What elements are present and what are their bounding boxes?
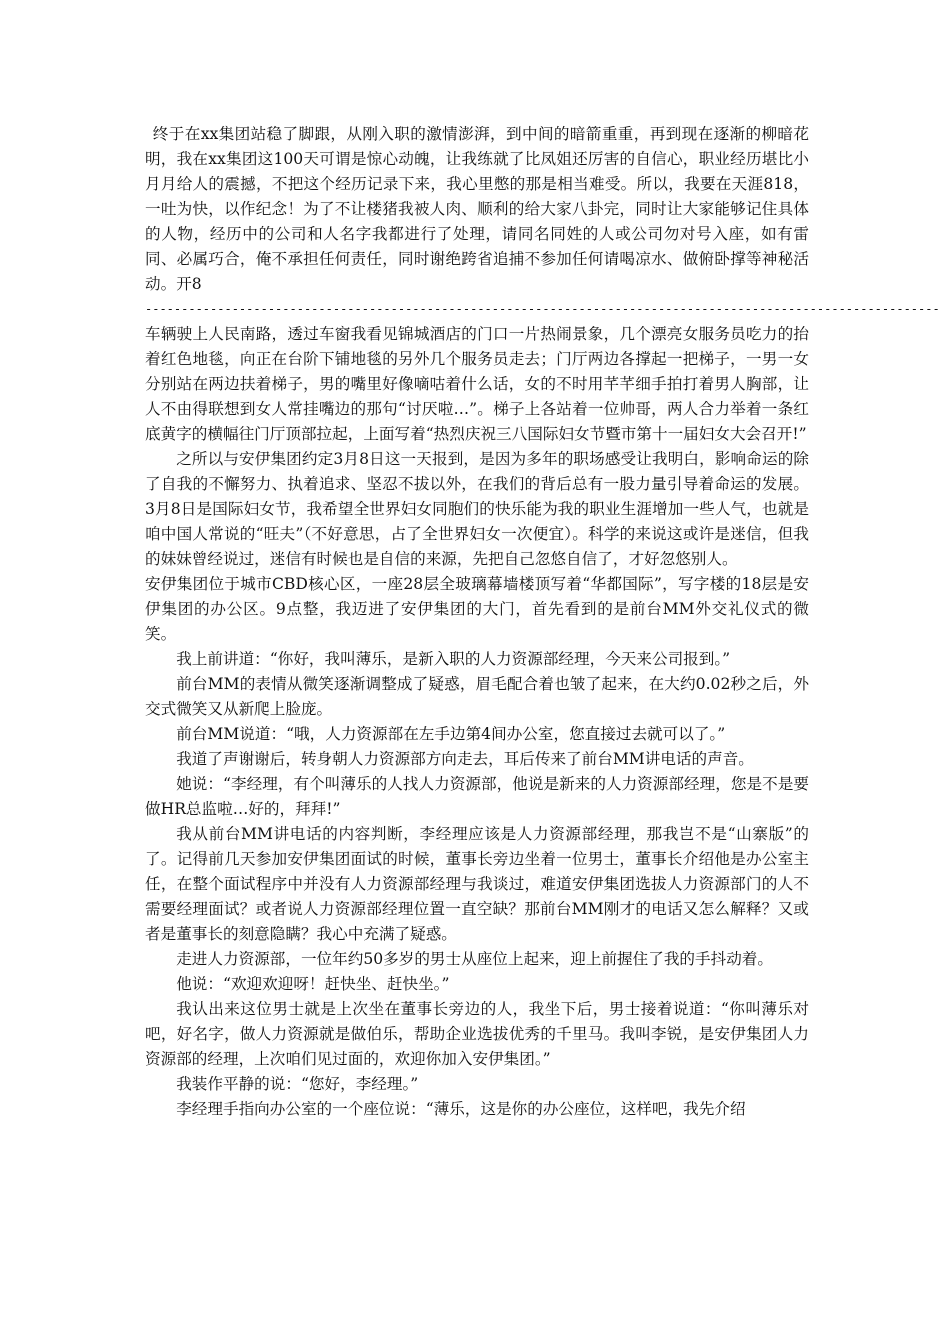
separator-line: -------------------------------------------------------------------------------------------------------------- [145, 302, 940, 316]
paragraph-enter-hr: 走进人力资源部，一位年约50多岁的男士从座位上起来，迎上前握住了我的手抖动着。 [176, 950, 773, 968]
paragraph-phone-call: 她说：“李经理，有个叫薄乐的人找人力资源部，他说是新来的人力资源部经理，您是不是要做HR总监啦…好的，拜拜!” [145, 775, 809, 818]
paragraph-street-scene: 车辆驶上人民南路，透过车窗我看见锦城酒店的门口一片热闹景象，几个漂亮女服务员吃力的抬着红色地毯，向正在台阶下铺地毯的另外几个服务员走去；门厅两边各撑起一把梯子，一男一女分别站在两边扶着梯子，男的嘴里好像嘀咕着什么话，女的不时用芊芊细手拍打着男人胸部，让人不由得联想到女人常挂嘴边的那句“讨厌啦…”。梯子上各站着一位帅哥，两人合力举着一条红底黄字的横幅往门厅顶部拉起，上面写着“热烈庆祝三八国际妇女节暨市第十一届妇女大会召开!” [145, 325, 809, 443]
paragraph-office-location: 安伊集团位于城市CBD核心区，一座28层全玻璃幕墙楼顶写着“华都国际”，写字楼的18层是安伊集团的办公区。9点整，我迈进了安伊集团的大门，首先看到的是前台MM外交礼仪式的微笑。 [145, 575, 809, 643]
paragraph-seat: 李经理手指向办公室的一个座位说：“薄乐，这是你的办公座位，这样吧，我先介绍 [176, 1100, 746, 1118]
paragraph-doubt: 我从前台MM讲电话的内容判断，李经理应该是人力资源部经理，那我岂不是“山寨版”的了。记得前几天参加安伊集团面试的时候，董事长旁边坐着一位男士，董事长介绍他是办公室主任，在整个面试程序中并没有人力资源部经理与我谈过，难道安伊集团选拔人力资源部门的人不需要经理面试？或者说人力资源部经理位置一直空缺？那前台MM刚才的电话又怎么解释？又或者是董事长的刻意隐瞒？我心中充满了疑惑。 [145, 825, 809, 943]
paragraph-thanks: 我道了声谢谢后，转身朝人力资源部方向走去，耳后传来了前台MM讲电话的声音。 [176, 750, 754, 768]
intro-paragraph: 终于在xx集团站稳了脚跟，从刚入职的激情澎湃，到中间的暗箭重重，再到现在逐渐的柳暗花明，我在xx集团这100天可谓是惊心动魄，让我练就了比凤姐还厉害的自信心，职业经历堪比小月月给人的震撼，不把这个经历记录下来，我心里憋的那是相当难受。所以，我要在天涯818，一吐为快，以作纪念！为了不让楼猪我被人肉、顺利的给大家八卦完，同时让大家能够记住具体的人物，经历中的公司和人名字我都进行了处理，请同名同姓的人或公司勿对号入座，如有雷同、必属巧合，俺不承担任何责任，同时谢绝跨省追捕不参加任何请喝凉水、做俯卧撑等神秘活动。开8 [145, 125, 809, 293]
paragraph-greeting: 我上前讲道：“你好，我叫薄乐，是新入职的人力资源部经理，今天来公司报到。” [176, 650, 731, 668]
paragraph-reply: 我装作平静的说：“您好，李经理。” [176, 1075, 419, 1093]
document-page [145, 122, 940, 1122]
paragraph-welcome: 他说：“欢迎欢迎呀！赶快坐、赶快坐。” [176, 975, 450, 993]
paragraph-reception-reaction: 前台MM的表情从微笑逐渐调整成了疑惑，眉毛配合着也皱了起来，在大约0.02秒之后，外交式微笑又从新爬上脸庞。 [145, 675, 809, 718]
paragraph-reception-reply: 前台MM说道：“哦，人力资源部在左手边第4间办公室，您直接过去就可以了。” [176, 725, 726, 743]
paragraph-introduction: 我认出来这位男士就是上次坐在董事长旁边的人，我坐下后，男士接着说道：“你叫薄乐对吧，好名字，做人力资源就是做伯乐，帮助企业选拔优秀的千里马。我叫李锐，是安伊集团人力资源部的经理，上次咱们见过面的，欢迎你加入安伊集团。” [145, 1000, 809, 1068]
paragraph-womens-day: 之所以与安伊集团约定3月8日这一天报到，是因为多年的职场感受让我明白，影响命运的除了自我的不懈努力、执着追求、坚忍不拔以外，在我们的背后总有一股力量引导着命运的发展。3月8日是国际妇女节，我希望全世界妇女同胞们的快乐能为我的职业生涯增加一些人气，也就是咱中国人常说的“旺夫”（不好意思，占了全世界妇女一次便宜）。科学的来说这或许是迷信，但我的妹妹曾经说过，迷信有时候也是自信的来源，先把自己忽悠自信了，才好忽悠别人。 [145, 450, 809, 568]
